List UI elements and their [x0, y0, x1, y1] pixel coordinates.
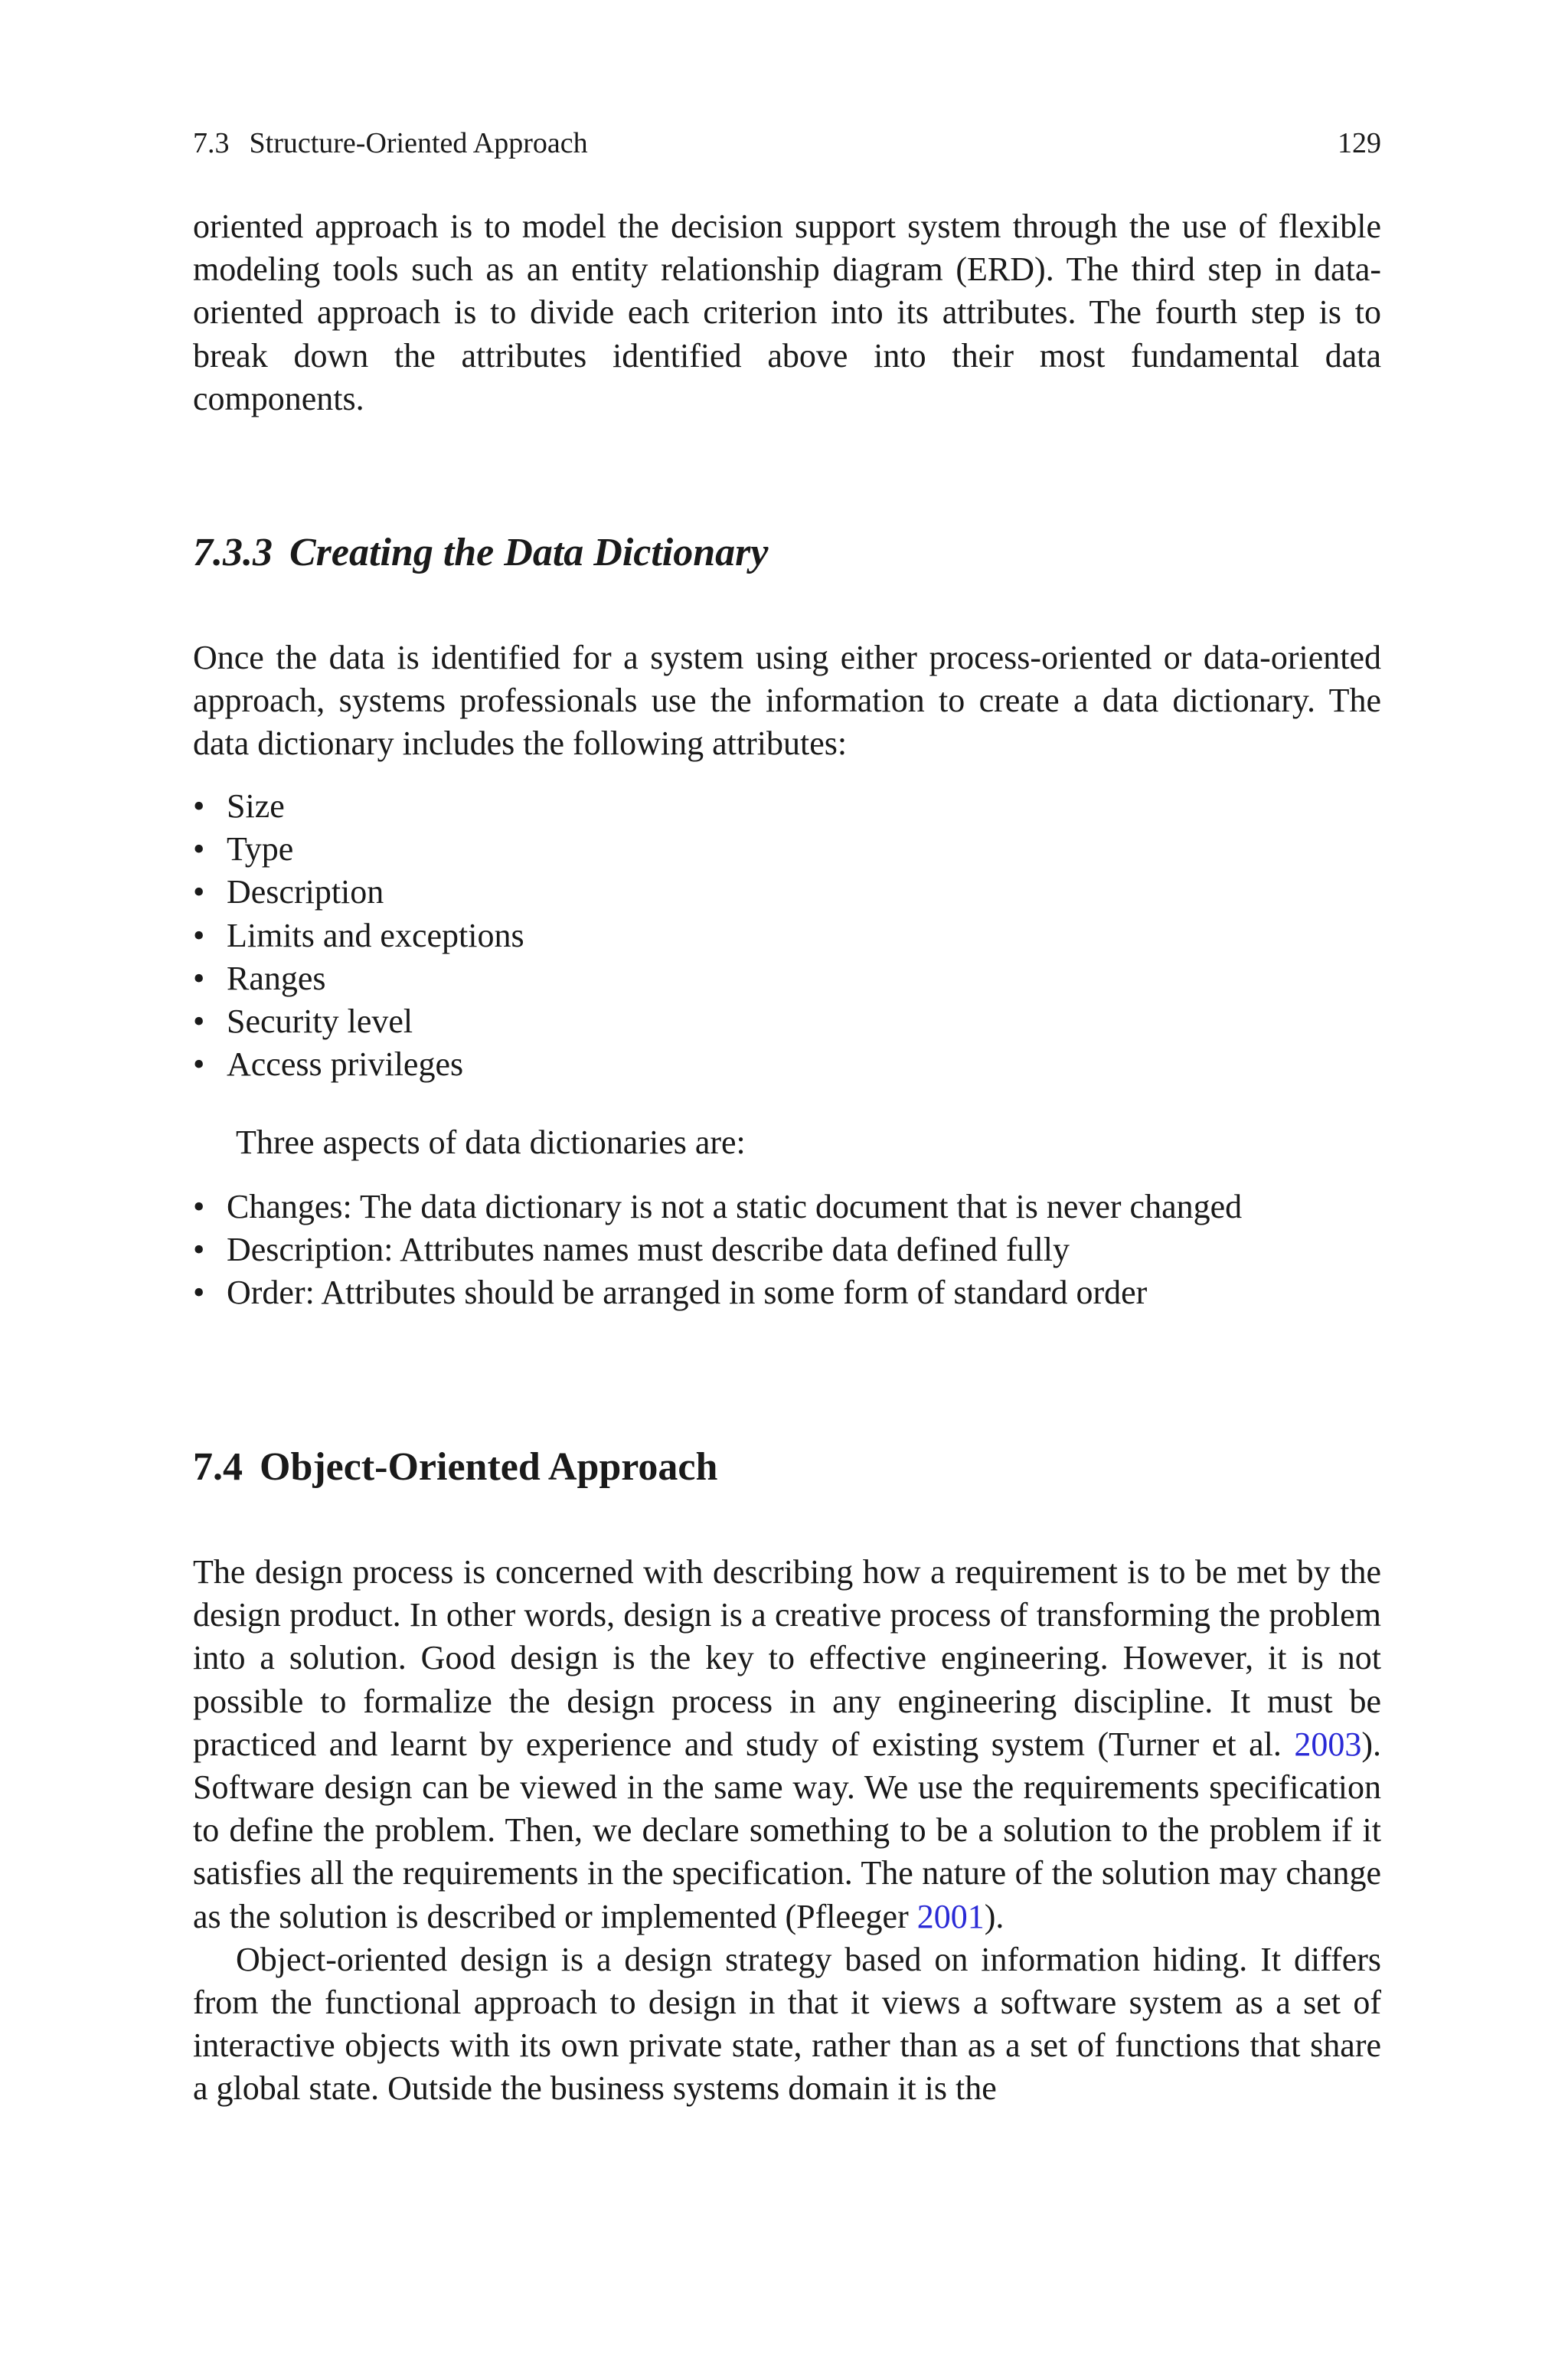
list-item: • Ranges: [193, 957, 1381, 1000]
list-item: • Order: Attributes should be arranged in some form of standard order: [193, 1271, 1381, 1314]
section-number: 7.4: [193, 1445, 243, 1489]
aspects-list-block: [193, 1186, 1381, 1315]
object-oriented-text-block: [193, 1551, 1381, 2111]
subsection-title: Creating the Data Dictionary: [289, 531, 769, 574]
subsection-number: 7.3.3: [193, 531, 273, 574]
attributes-list: [193, 785, 1381, 1086]
data-dictionary-paragraph-block: [193, 636, 1381, 766]
aspects-intro: Three aspects of data dictionaries are:: [236, 1124, 746, 1161]
section-heading: [193, 1443, 1381, 1492]
intro-paragraph-block: [193, 205, 1381, 420]
citation-link-pfleeger[interactable]: 2001: [916, 1897, 985, 1935]
running-head: [193, 126, 1381, 161]
paragraph-text: The design process is concerned with describing how a requirement is to be met by the design product. In other words, design is a creative process of transforming the problem into a solution. Good design is the key to effective engineering. However, it is not possible to formalize the design process in any engineering discipline. It must be practiced and learnt by experience and study of existing system (Turner et al.: [193, 1553, 1381, 1763]
data-dictionary-paragraph: Once the data is identified for a system using either process-oriented or data-oriented approach, systems professionals use the information to create a data dictionary. The data dictionary includes the following attributes:: [193, 639, 1381, 763]
aspects-list: [193, 1186, 1381, 1315]
object-oriented-design-paragraph: Object-oriented design is a design strategy based on information hiding. It differs from the functional approach to design in that it views a software system as a set of interactive objects with its own private state, rather than as a set of functions that share a global state. Outside the business systems domain it is the: [193, 1940, 1381, 2108]
intro-paragraph: oriented approach is to model the decision support system through the use of flexible modeling tools such as an entity relationship diagram (ERD). The third step in data-oriented approach is to divide each criterion into its attributes. The fourth step is to break down the attributes identified above into their most fundamental data components.: [193, 208, 1381, 417]
attributes-list-block: [193, 785, 1381, 1086]
running-head-section-title: Structure-Oriented Approach: [249, 127, 588, 159]
design-process-paragraph: [193, 1551, 1381, 1938]
page-number: 129: [1338, 127, 1381, 159]
list-item: • Description: Attributes names must describe data defined fully: [193, 1228, 1381, 1271]
paragraph-text: ). Software design can be viewed in the same way. We use the requirements specification to define the problem. Then, we declare something to be a solution to the problem if it satisfies all the requirements in the specification. The nature of the solution may change as the solution is described or implemented (Pfleeger: [193, 1725, 1381, 1935]
list-item: • Description: [193, 871, 1381, 914]
list-item: • Access privileges: [193, 1043, 1381, 1086]
paragraph-text: ).: [984, 1897, 1004, 1935]
list-item: • Changes: The data dictionary is not a static document that is never changed: [193, 1186, 1381, 1228]
subsection-heading-block: [193, 528, 1381, 577]
running-head-section-number: 7.3: [193, 127, 230, 159]
aspects-intro-block: [193, 1121, 1381, 1164]
running-head-section: [193, 126, 588, 161]
subsection-heading: [193, 528, 1381, 577]
list-item: • Limits and exceptions: [193, 914, 1381, 957]
list-item: • Type: [193, 828, 1381, 871]
section-title: Object-Oriented Approach: [260, 1445, 718, 1489]
list-item: • Size: [193, 785, 1381, 828]
citation-link-turner[interactable]: 2003: [1294, 1725, 1362, 1763]
section-heading-block: [193, 1443, 1381, 1492]
list-item: • Security level: [193, 1000, 1381, 1043]
